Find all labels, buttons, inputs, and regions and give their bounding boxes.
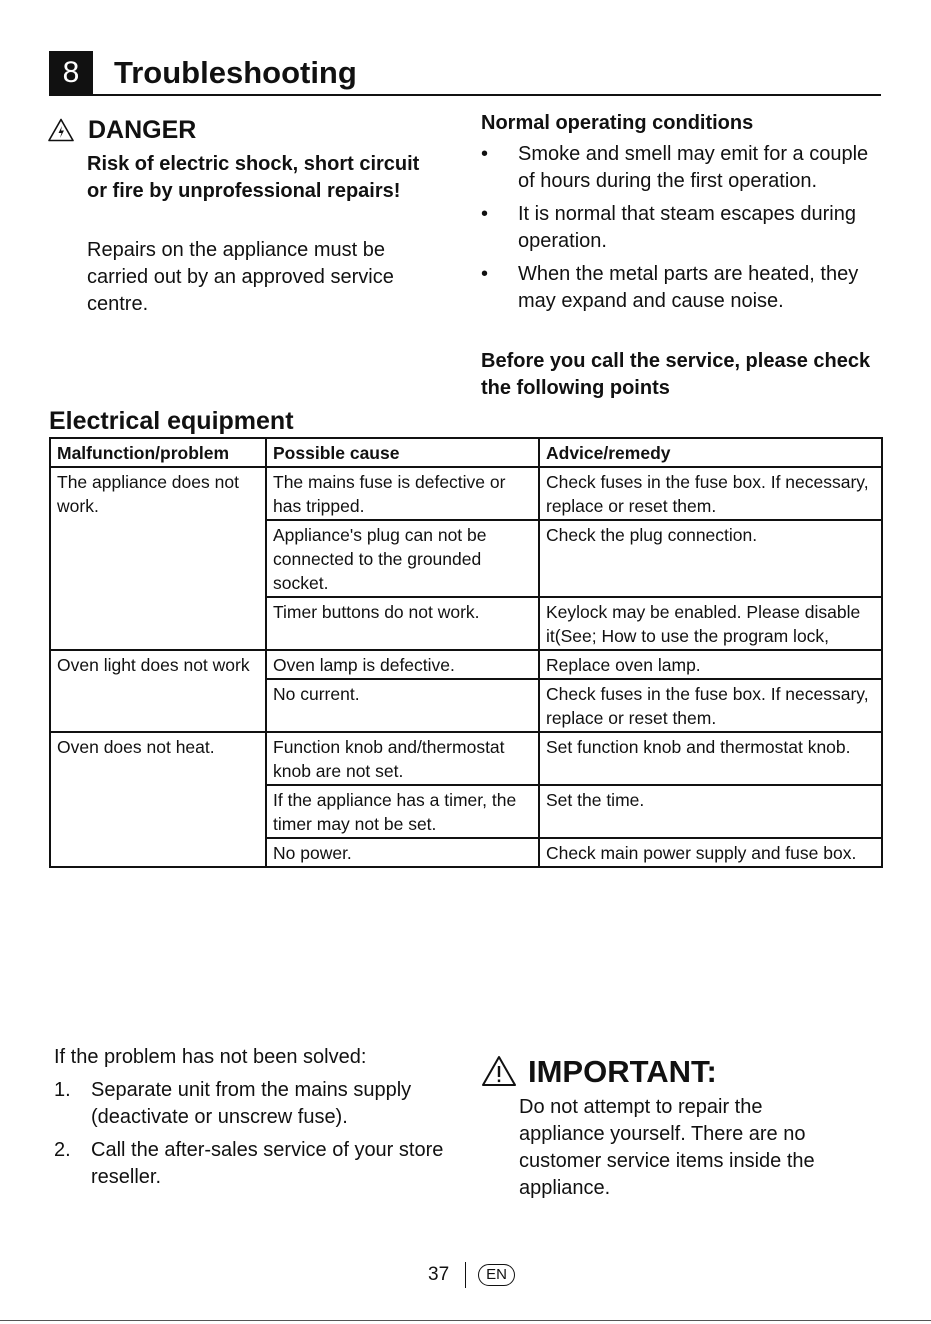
bullet-icon: • [481, 203, 489, 225]
remedy-cell: Check the plug connection. [539, 520, 882, 597]
remedy-cell: Check main power supply and fuse box. [539, 838, 882, 867]
language-badge: EN [478, 1264, 515, 1286]
step-number: 2. [54, 1139, 71, 1161]
important-text: Do not attempt to repair the appliance yourself. There are no customer service items inside the appliance. [519, 1096, 815, 1199]
bullet-icon: • [481, 263, 489, 285]
remedy-cell: Check fuses in the fuse box. If necessary, replace or reset them. [539, 467, 882, 520]
table-row [50, 650, 882, 679]
step-text: Call the after-sales service of your store reseller. [91, 1139, 444, 1188]
cause-cell: The mains fuse is defective or has tripped. [266, 467, 539, 520]
cause-cell: Function knob and/thermostat knob are not set. [266, 732, 539, 785]
list-item [481, 261, 871, 315]
page-title: Troubleshooting [114, 55, 357, 90]
steps-list [54, 1077, 454, 1197]
normal-conditions-list [481, 141, 871, 321]
page-number: 37 [428, 1264, 450, 1285]
table-header-row [50, 438, 882, 467]
list-item [54, 1137, 454, 1191]
section-heading: Electrical equipment [49, 407, 294, 435]
list-item-text: Smoke and smell may emit for a couple of hours during the first operation. [518, 143, 869, 192]
list-item-text: When the metal parts are heated, they may expand and cause noise. [518, 263, 859, 312]
problem-cell: Oven light does not work [50, 650, 266, 732]
list-item [481, 141, 871, 195]
step-text: Separate unit from the mains supply (deactivate or unscrew fuse). [91, 1079, 412, 1128]
remedy-cell: Set the time. [539, 785, 882, 838]
column-header: Malfunction/problem [50, 438, 266, 467]
cause-cell: Oven lamp is defective. [266, 650, 539, 679]
list-item [54, 1077, 454, 1131]
list-item-text: It is normal that steam escapes during operation. [518, 203, 856, 252]
troubleshooting-table [49, 437, 883, 868]
danger-subtitle: Risk of electric shock, short circuit or fire by unprofessional repairs! [87, 153, 420, 202]
remedy-cell: Set function knob and thermostat knob. [539, 732, 882, 785]
normal-conditions-heading: Normal operating conditions [481, 112, 754, 134]
remedy-cell: Keylock may be enabled. Please disable it(See; How to use the program lock, [539, 597, 882, 650]
header-divider [49, 94, 881, 96]
warning-icon [481, 1055, 517, 1087]
footer-divider [465, 1262, 466, 1288]
table-row [50, 467, 882, 520]
table-row [50, 732, 882, 785]
cause-cell: Appliance's plug can not be connected to the grounded socket. [266, 520, 539, 597]
list-item [481, 201, 871, 255]
problem-cell: The appliance does not work. [50, 467, 266, 650]
danger-text: Repairs on the appliance must be carried out by an approved service centre. [87, 239, 394, 315]
danger-title: DANGER [88, 116, 197, 144]
remedy-cell: Replace oven lamp. [539, 650, 882, 679]
important-title: IMPORTANT: [528, 1054, 717, 1089]
column-header: Advice/remedy [539, 438, 882, 467]
column-header: Possible cause [266, 438, 539, 467]
cause-cell: No current. [266, 679, 539, 732]
problem-cell: Oven does not heat. [50, 732, 266, 867]
step-number: 1. [54, 1079, 71, 1101]
page-edge-rule [0, 1320, 931, 1321]
remedy-cell: Check fuses in the fuse box. If necessary, replace or reset them. [539, 679, 882, 732]
warning-electric-icon [48, 118, 74, 142]
bullet-icon: • [481, 143, 489, 165]
before-call-heading: Before you call the service, please check the following points [481, 350, 871, 399]
chapter-number: 8 [49, 51, 93, 95]
unsolved-intro: If the problem has not been solved: [54, 1046, 367, 1068]
cause-cell: No power. [266, 838, 539, 867]
cause-cell: If the appliance has a timer, the timer may not be set. [266, 785, 539, 838]
cause-cell: Timer buttons do not work. [266, 597, 539, 650]
